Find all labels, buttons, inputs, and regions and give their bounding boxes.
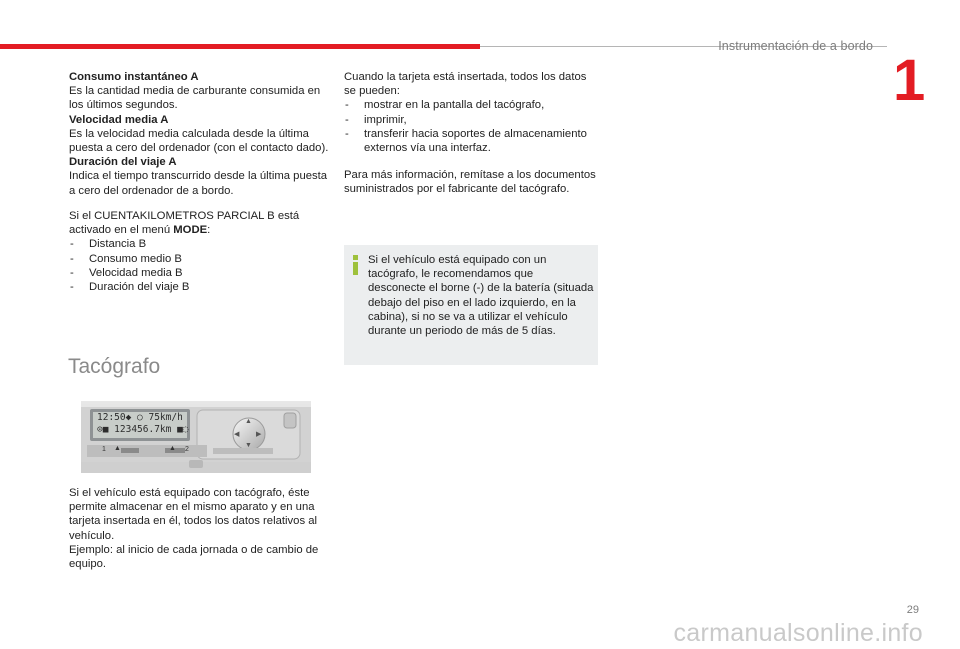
more-info-text: Para más información, remítase a los documentos suministrados por el fabricante del tacógrafo. bbox=[344, 169, 596, 196]
section-title: Instrumentación de a bordo bbox=[718, 39, 873, 53]
tachograph-illustration bbox=[81, 401, 311, 473]
info-box bbox=[344, 245, 598, 365]
info-box-text: Si el vehículo está equipado con un tacógrafo, le recomendamos que desconecte el borne (-) de la batería (situada debajo del piso en el lado izquierdo, en la cabina), si no se va a utilizar el vehículo durante un periodo de más de 5 días. bbox=[368, 254, 594, 338]
partial-intro bbox=[69, 209, 331, 237]
down-arrow-icon: ▼ bbox=[245, 442, 252, 449]
menu-mode-label: MODE bbox=[173, 224, 208, 237]
tachograph-display-line2: ⊙■ 123456.7km ■◌ bbox=[97, 424, 189, 435]
tachograph-display-line1: 12:50◆ ○ 75km/h bbox=[97, 412, 183, 423]
list-item: - Distancia B bbox=[69, 237, 331, 251]
eject-icon: ▲ bbox=[114, 445, 121, 452]
chapter-number: 1 bbox=[893, 48, 926, 113]
header-red-bar bbox=[0, 44, 480, 49]
term-consumo-instantaneo: Consumo instantáneo A bbox=[69, 71, 199, 83]
list-item: - Velocidad media B bbox=[69, 266, 331, 280]
partial-intro-colon: : bbox=[207, 224, 211, 237]
term-duracion-viaje: Duración del viaje A bbox=[69, 156, 177, 169]
list-item: - imprimir, bbox=[344, 113, 598, 127]
desc-velocidad-media: Es la velocidad media calculada desde la última puesta a cero del ordenador (con el contacto dado). bbox=[69, 127, 329, 155]
watermark: carmanualsonline.info bbox=[673, 619, 923, 647]
slot-1-label: 1 bbox=[102, 446, 106, 453]
tachograph-description bbox=[69, 486, 331, 571]
right-column-text bbox=[344, 70, 598, 197]
section-heading-tacografo: Tacógrafo bbox=[68, 355, 161, 378]
tachograph-example: Ejemplo: al inicio de cada jornada o de cambio de equipo. bbox=[69, 543, 319, 571]
desc-duracion-viaje: Indica el tiempo transcurrido desde la última puesta a cero del ordenador de a bordo. bbox=[69, 170, 328, 197]
info-icon bbox=[352, 255, 359, 275]
eject-icon: ▲ bbox=[169, 445, 176, 452]
partial-trip-block bbox=[69, 209, 331, 294]
tachograph-body: Si el vehículo está equipado con tacógrafo, éste permite almacenar en el mismo aparato y en una tarjeta insertada en él, todos los datos relativos al vehículo. bbox=[69, 487, 318, 542]
card-intro: Cuando la tarjeta está insertada, todos los datos se pueden: bbox=[344, 71, 587, 98]
partial-trip-list bbox=[69, 237, 331, 294]
list-item: - mostrar en la pantalla del tacógrafo, bbox=[344, 98, 598, 112]
desc-consumo-instantaneo: Es la cantidad media de carburante consumida en los últimos segundos. bbox=[69, 85, 321, 112]
list-item: - Duración del viaje B bbox=[69, 280, 331, 294]
partial-intro-text: Si el CUENTAKILOMETROS PARCIAL B está activado en el menú bbox=[69, 210, 300, 237]
list-item: - Consumo medio B bbox=[69, 252, 331, 266]
list-item: - transferir hacia soportes de almacenamiento externos vía una interfaz. bbox=[344, 127, 598, 155]
term-velocidad-media: Velocidad media A bbox=[69, 113, 169, 126]
slot-2-label: 2 bbox=[185, 446, 189, 453]
card-actions-list bbox=[344, 98, 598, 155]
up-arrow-icon: ▲ bbox=[245, 418, 252, 425]
left-arrow-icon: ◀ bbox=[234, 431, 240, 438]
trip-computer-definitions bbox=[69, 70, 331, 198]
right-arrow-icon: ▶ bbox=[256, 431, 262, 438]
page-number: 29 bbox=[906, 604, 919, 616]
